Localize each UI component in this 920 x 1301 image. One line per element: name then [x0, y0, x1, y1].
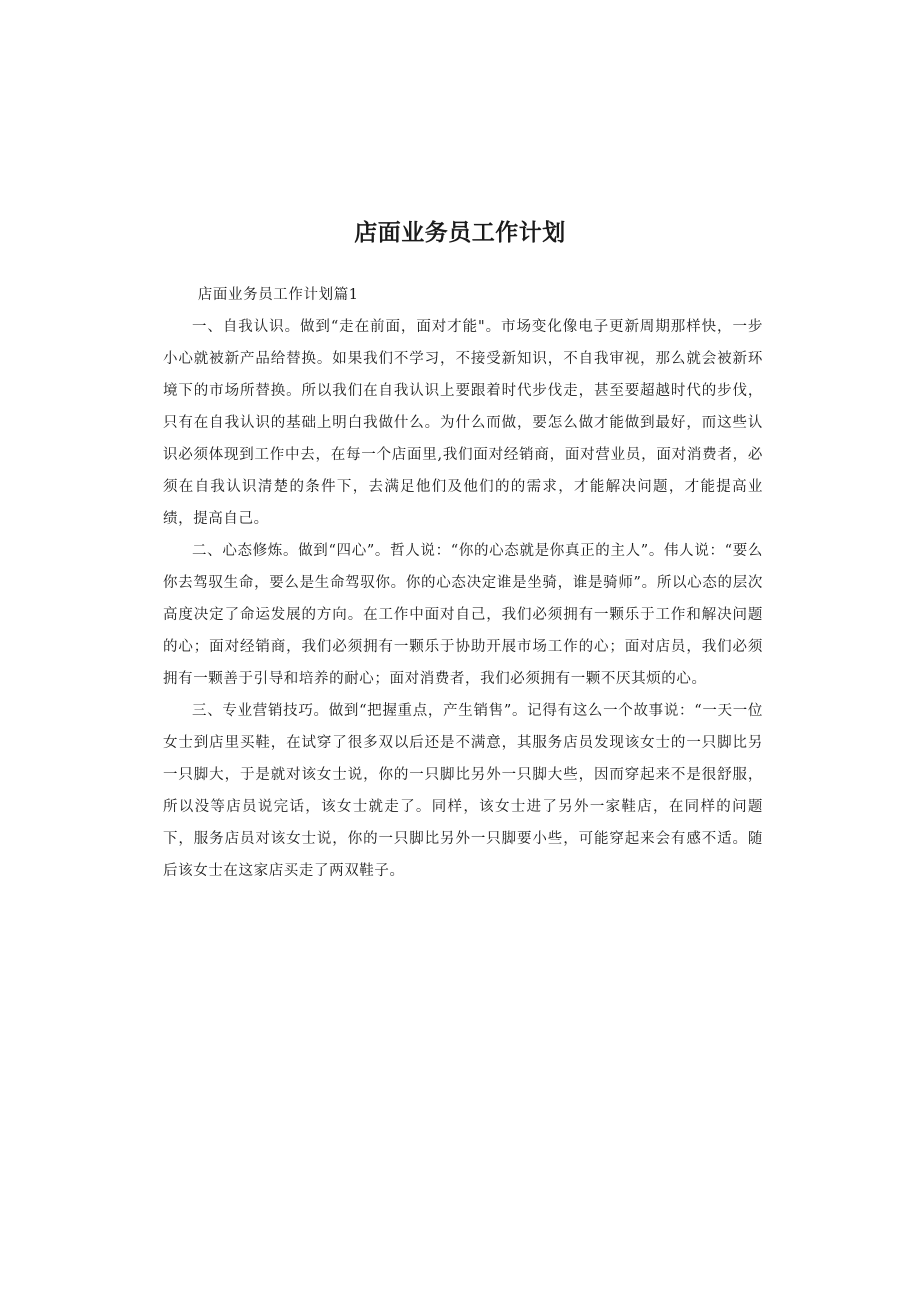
- paragraph-sales-skills: 三、专业营销技巧。做到“把握重点，产生销售”。记得有这么一个故事说：“一天一位女士到店里买鞋，在试穿了很多双以后还是不满意，其服务店员发现该女士的一只脚比另一只脚大，于是就对该女士说，你的一只脚比另外一只脚大些，因而穿起来不是很舒服，所以没等店员说完话，该女士就走了。同样，该女士进了另外一家鞋店，在同样的问题下，服务店员对该女士说，你的一只脚比另外一只脚要小些，可能穿起来会有感不适。随后该女士在这家店买走了两双鞋子。: [163, 703, 763, 879]
- document-title: 店面业务员工作计划: [354, 220, 566, 246]
- paragraph-mindset: 二、心态修炼。做到“四心”。哲人说：“你的心态就是你真正的主人”。伟人说：“要么你去驾驭生命，要么是生命驾驭你。你的心态决定谁是坐骑，谁是骑师”。所以心态的层次高度决定了命运发展的方向。在工作中面对自己，我们必须拥有一颗乐于工作和解决问题的心；面对经销商，我们必须拥有一颗乐于协助开展市场工作的心；面对店员，我们必须拥有一颗善于引导和培养的耐心；面对消费者，我们必须拥有一颗不厌其烦的心。: [163, 543, 763, 687]
- paragraph-self-awareness: 一、自我认识。做到“走在前面，面对才能"。市场变化像电子更新周期那样快，一步小心就被新产品给替换。如果我们不学习，不接受新知识，不自我审视，那么就会被新环境下的市场所替换。所以我们在自我认识上要跟着时代步伐走，甚至要超越时代的步伐，只有在自我认识的基础上明白我做什么。为什么而做，要怎么做才能做到最好，而这些认识必须体现到工作中去，在每一个店面里,我们面对经销商，面对营业员，面对消费者，必须在自我认识清楚的条件下，去满足他们及他们的的需求，才能解决问题，才能提高业绩，提高自己。: [163, 319, 763, 527]
- section-heading: 店面业务员工作计划篇1: [197, 287, 359, 303]
- document-body: [163, 279, 763, 887]
